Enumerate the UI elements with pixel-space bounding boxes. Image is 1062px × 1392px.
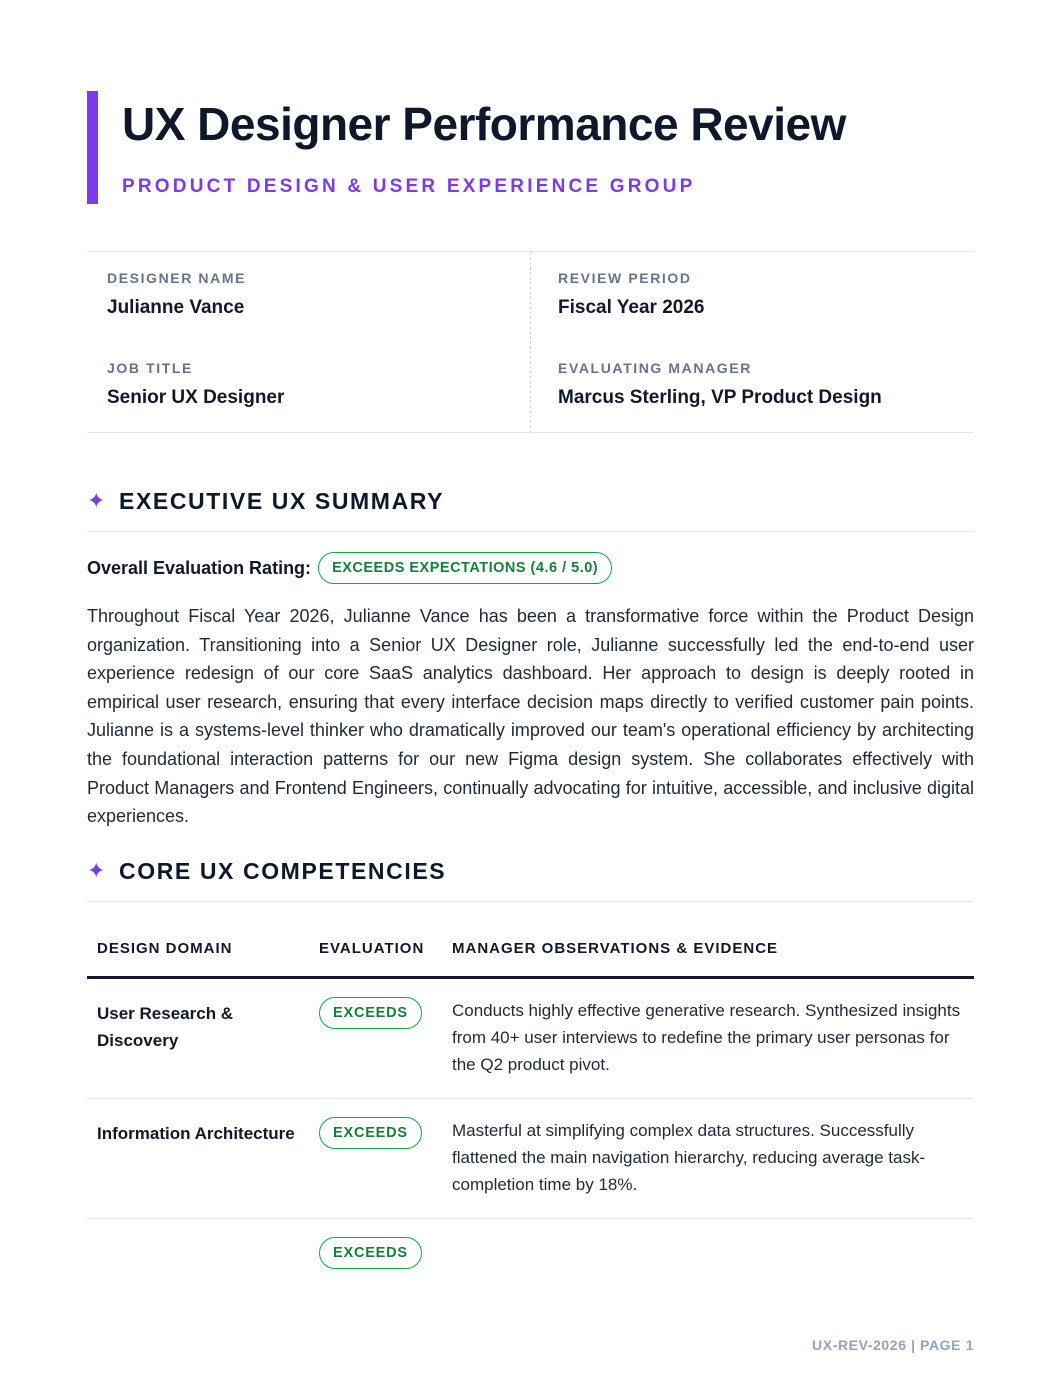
rating-label: Overall Evaluation Rating: bbox=[87, 557, 312, 578]
competencies-section-heading bbox=[87, 859, 974, 902]
manager-value: Marcus Sterling, VP Product Design bbox=[558, 387, 882, 408]
job-title-value: Senior UX Designer bbox=[107, 387, 285, 408]
job-title-field bbox=[107, 360, 527, 409]
review-period-label: REVIEW PERIOD bbox=[558, 270, 692, 286]
overall-rating bbox=[87, 551, 612, 585]
summary-paragraph: Throughout Fiscal Year 2026, Julianne Vance has been a transformative force within the Product Design organization. Transitioning into a Senior UX Designer role, Julianne successfully led the end-to-end user experience redesign of our core SaaS analytics dashboard. Her approach to design is deeply rooted in empirical user research, ensuring that every interface decision maps directly to verified customer pain points. Julianne is a systems-level thinker who dramatically improved our team's operational efficiency by architecting the foundational interaction patterns for our new Figma design system. She collaborates effectively with Product Managers and Frontend Engineers, continually advocating for intuitive, accessible, and inclusive digital experiences. bbox=[87, 606, 974, 827]
column-header-evaluation: EVALUATION bbox=[319, 940, 425, 957]
review-page bbox=[87, 0, 974, 1392]
column-header-observations: MANAGER OBSERVATIONS & EVIDENCE bbox=[452, 940, 779, 957]
table-row bbox=[87, 1099, 974, 1219]
evaluation-badge: EXCEEDS bbox=[319, 997, 422, 1029]
designer-name-label: DESIGNER NAME bbox=[107, 270, 247, 286]
rating-badge: EXCEEDS EXPECTATIONS (4.6 / 5.0) bbox=[318, 552, 612, 584]
manager-field bbox=[558, 360, 978, 409]
competencies-heading: CORE UX COMPETENCIES bbox=[119, 858, 447, 884]
designer-name-field bbox=[107, 270, 527, 319]
designer-name-value: Julianne Vance bbox=[107, 297, 245, 318]
job-title-label: JOB TITLE bbox=[107, 360, 193, 376]
review-period-field bbox=[558, 270, 978, 319]
evaluation-badge: EXCEEDS bbox=[319, 1117, 422, 1149]
evaluation-cell bbox=[319, 997, 422, 1029]
sparkle-icon: ✦ bbox=[87, 488, 106, 513]
table-row bbox=[87, 979, 974, 1099]
page-footer: UX-REV-2026 | PAGE 1 bbox=[812, 1337, 974, 1353]
sparkle-icon: ✦ bbox=[87, 858, 106, 883]
summary-heading: EXECUTIVE UX SUMMARY bbox=[119, 488, 445, 514]
summary-section-heading bbox=[87, 489, 974, 532]
evaluation-cell bbox=[319, 1117, 422, 1149]
page-subtitle: PRODUCT DESIGN & USER EXPERIENCE GROUP bbox=[122, 176, 696, 197]
domain-cell: User Research & Discovery bbox=[97, 1004, 234, 1050]
column-header-domain: DESIGN DOMAIN bbox=[97, 940, 233, 957]
designer-info-grid bbox=[87, 251, 974, 433]
page-title: UX Designer Performance Review bbox=[122, 98, 846, 150]
evaluation-badge: EXCEEDS bbox=[319, 1237, 422, 1269]
document-header bbox=[87, 91, 974, 204]
info-divider bbox=[530, 252, 531, 433]
table-row bbox=[87, 1219, 974, 1299]
table-header bbox=[87, 920, 974, 979]
evaluation-cell bbox=[319, 1237, 422, 1269]
observation-cell: Masterful at simplifying complex data structures. Successfully flattened the main navigation hierarchy, reducing average task-completion time by 18%. bbox=[452, 1121, 926, 1194]
competencies-table bbox=[87, 920, 974, 1299]
domain-cell: Information Architecture bbox=[97, 1124, 295, 1143]
manager-label: EVALUATING MANAGER bbox=[558, 360, 752, 376]
observation-cell: Conducts highly effective generative research. Synthesized insights from 40+ user interviews to redefine the primary user personas for the Q2 product pivot. bbox=[452, 1001, 961, 1074]
review-period-value: Fiscal Year 2026 bbox=[558, 297, 705, 318]
